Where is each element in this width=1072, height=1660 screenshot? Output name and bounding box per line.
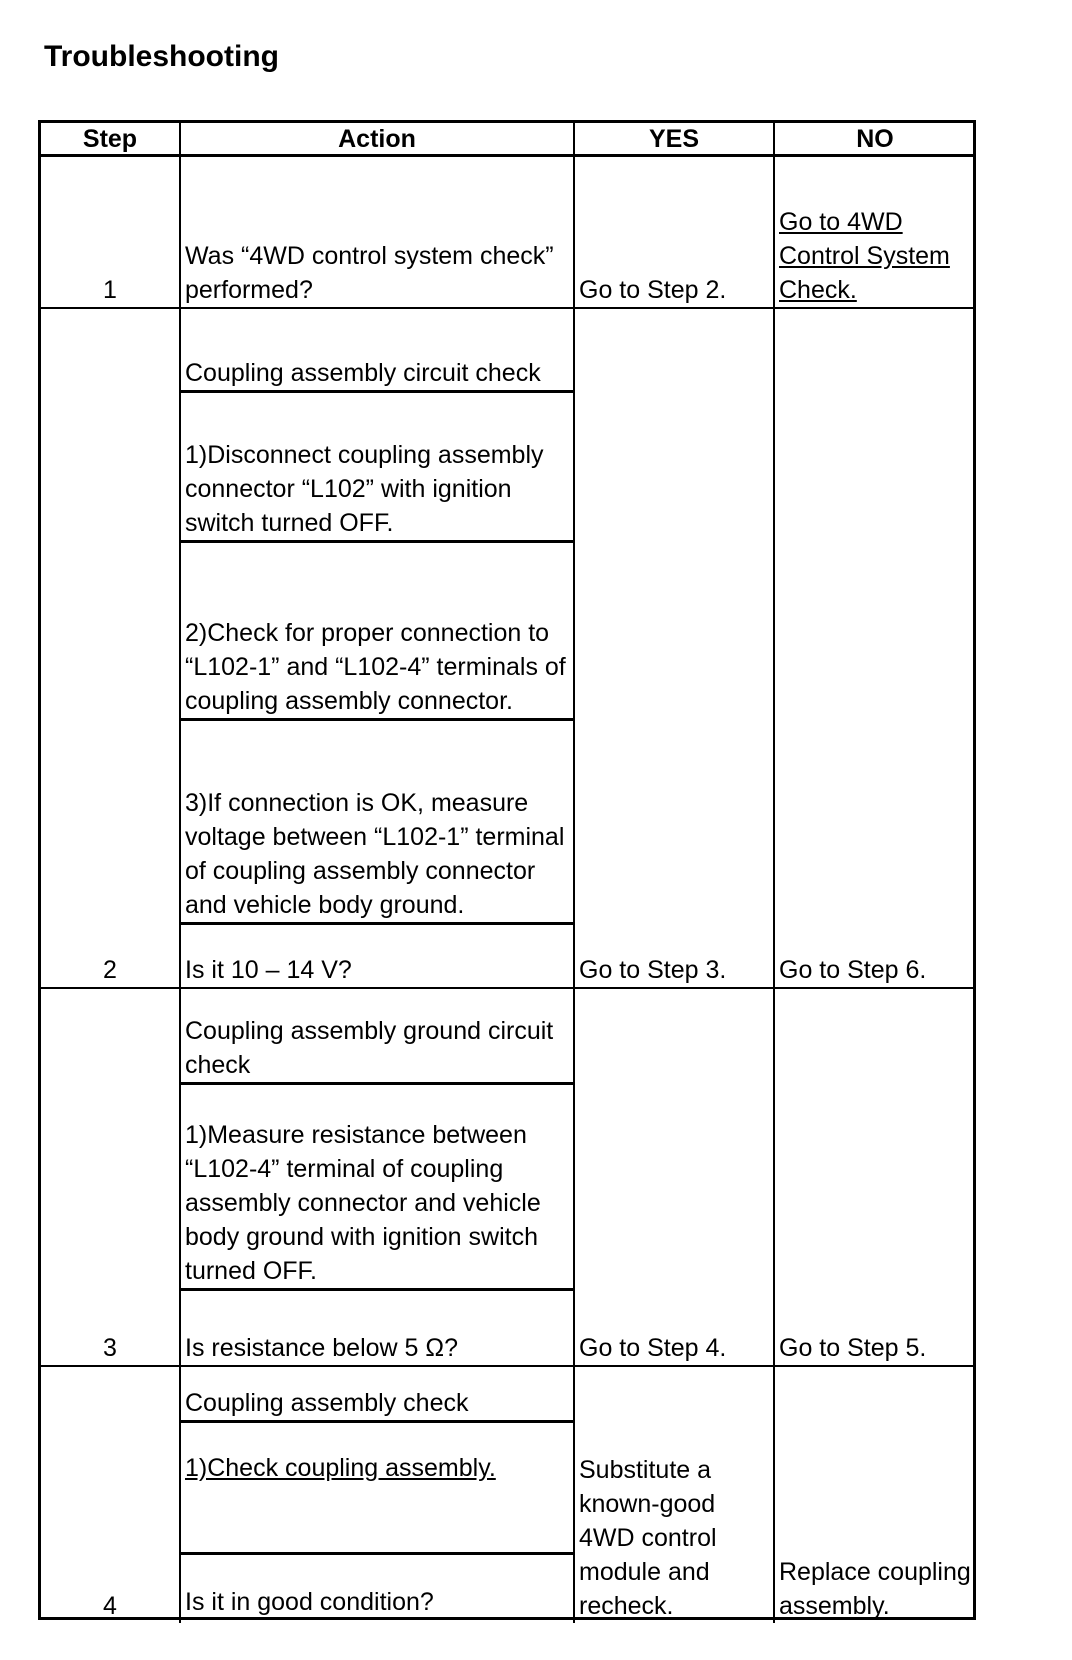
action-text: 2)Check for proper connection to “L102-1” and “L102-4” terminals of coupling assembly connector. (185, 619, 566, 715)
header-step: Step (41, 123, 181, 157)
action-cell (181, 309, 575, 989)
action-text: Coupling assembly ground circuit check (185, 1017, 554, 1079)
yes-text: Go to Step 4. (579, 1334, 727, 1362)
header-yes: YES (575, 123, 775, 157)
action-text: Is it in good condition? (185, 1588, 434, 1616)
action-item (181, 543, 573, 721)
action-cell (181, 157, 575, 309)
no-cell (775, 1367, 975, 1623)
action-text: Coupling assembly check (185, 1389, 469, 1417)
no-link[interactable]: Go to 4WD Control System Check. (779, 208, 950, 304)
yes-text: Go to Step 3. (579, 956, 727, 984)
yes-cell (575, 1367, 775, 1623)
step-number (41, 309, 181, 989)
action-text: 1)Disconnect coupling assembly connector “L102” with ignition switch turned OFF. (185, 441, 544, 537)
action-item (181, 721, 573, 925)
action-item (181, 393, 573, 543)
action-cell (181, 1367, 575, 1623)
step-2-label: 2 (103, 956, 117, 984)
action-item (181, 1555, 573, 1619)
action-text: 1)Measure resistance between “L102-4” terminal of coupling assembly connector and vehicle body ground with ignition switch turned OFF. (185, 1121, 541, 1285)
yes-text: Substitute a known-good 4WD control module and recheck. (579, 1456, 717, 1620)
no-text: Go to Step 6. (779, 956, 927, 984)
action-text: 3)If connection is OK, measure voltage between “L102-1” terminal of coupling assembly connector and vehicle body ground. (185, 789, 565, 919)
troubleshooting-table (38, 120, 976, 1620)
yes-cell (575, 309, 775, 989)
no-text: Replace coupling assembly. (779, 1558, 971, 1620)
action-item (181, 309, 573, 393)
yes-cell (575, 989, 775, 1367)
action-link[interactable]: 1)Check coupling assembly. (185, 1454, 496, 1482)
no-cell (775, 157, 975, 309)
step-4-label: 4 (103, 1592, 117, 1620)
action-item (181, 1367, 573, 1423)
action-text: Is it 10 – 14 V? (185, 956, 352, 984)
action-text: Was “4WD control system check” performed? (185, 242, 554, 304)
yes-cell (575, 157, 775, 309)
step-number (41, 157, 181, 309)
no-text: Go to Step 5. (779, 1334, 927, 1362)
header-action: Action (181, 123, 575, 157)
no-cell (775, 989, 975, 1367)
action-item (181, 925, 573, 987)
action-item (181, 989, 573, 1085)
action-item (181, 157, 573, 307)
step-1-label: 1 (103, 276, 117, 304)
action-item (181, 1423, 573, 1555)
step-number (41, 1367, 181, 1623)
action-text: Coupling assembly circuit check (185, 359, 541, 387)
action-cell (181, 989, 575, 1367)
no-cell (775, 309, 975, 989)
step-number (41, 989, 181, 1367)
action-item (181, 1085, 573, 1291)
yes-text: Go to Step 2. (579, 276, 727, 304)
action-text: Is resistance below 5 Ω? (185, 1334, 458, 1362)
header-no: NO (775, 123, 975, 157)
action-item (181, 1291, 573, 1365)
page-title: Troubleshooting (44, 40, 279, 73)
step-3-label: 3 (103, 1334, 117, 1362)
